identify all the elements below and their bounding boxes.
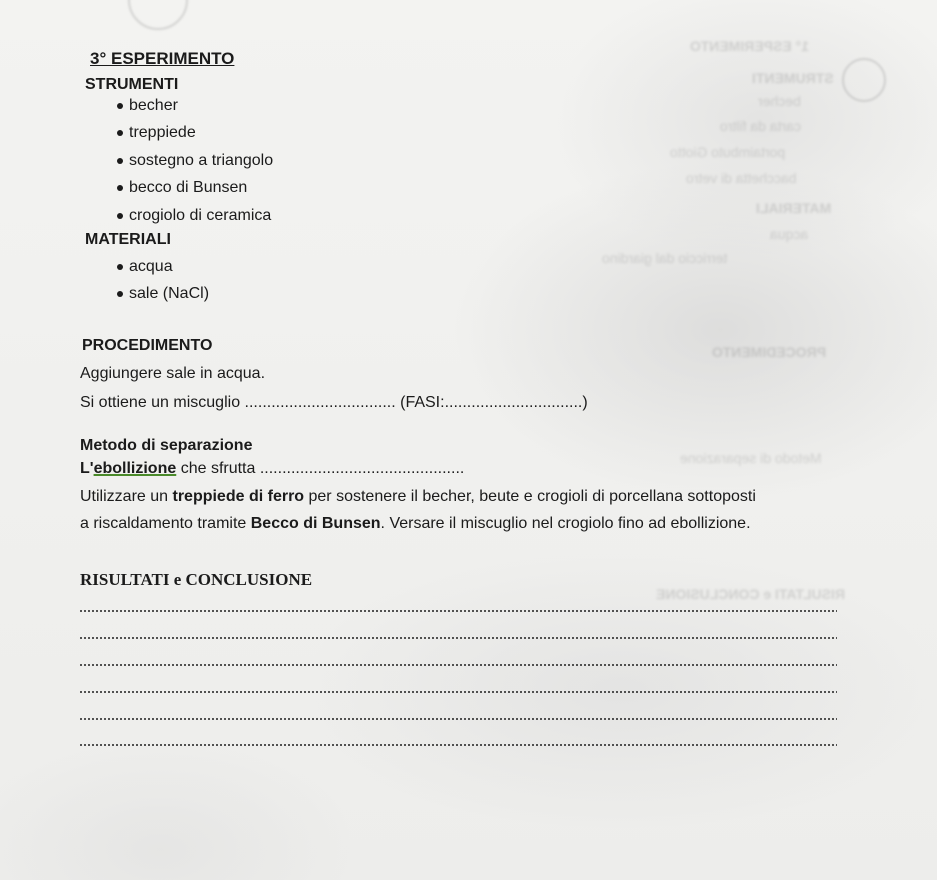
method-paragraph-line-1: Utilizzare un treppiede di ferro per sostenere il becher, beute e crogioli di porcellana sottoposti bbox=[80, 488, 756, 505]
bullet-icon bbox=[117, 213, 123, 219]
answer-line[interactable] bbox=[79, 718, 837, 720]
bullet-icon bbox=[117, 185, 123, 191]
ghost-material-1: acqua bbox=[770, 226, 809, 242]
tool-item: becco di Bunsen bbox=[117, 178, 247, 198]
ghost-circle-top bbox=[128, 0, 188, 30]
experiment-title: 3° ESPERIMENTO bbox=[90, 49, 235, 68]
method-keyword: ebollizione bbox=[93, 460, 177, 477]
ghost-materials-heading: MATERIALI bbox=[756, 200, 832, 216]
tools-heading: STRUMENTI bbox=[85, 76, 179, 93]
results-heading: RISULTATI e CONCLUSIONE bbox=[80, 570, 313, 589]
procedure-line-2: Si ottiene un miscuglio .................................. (FASI:...............................) bbox=[80, 394, 588, 411]
ghost-results-heading: RISULTATI e CONCLUSIONE bbox=[656, 586, 845, 602]
ghost-circle-right bbox=[842, 58, 886, 102]
ghost-tool-2: carta da filtro bbox=[720, 118, 801, 134]
material-item: sale (NaCl) bbox=[117, 284, 209, 304]
bullet-icon bbox=[117, 264, 123, 270]
method-line: L'ebollizione che sfrutta .............................................. bbox=[80, 460, 465, 477]
answer-line[interactable] bbox=[79, 610, 837, 612]
ghost-tools-heading: STRUMENTI bbox=[752, 70, 834, 86]
ghost-tool-4: bacchetta di vetro bbox=[686, 170, 797, 186]
material-item: acqua bbox=[117, 257, 173, 277]
answer-line[interactable] bbox=[79, 637, 837, 639]
tool-item: sostegno a triangolo bbox=[117, 151, 273, 171]
bullet-icon bbox=[117, 103, 123, 109]
method-paragraph-line-2: a riscaldamento tramite Becco di Bunsen. Versare il miscuglio nel crogiolo fino ad ebollizione. bbox=[80, 515, 751, 532]
ghost-material-2: terriccio dal giardino bbox=[602, 250, 728, 266]
method-heading: Metodo di separazione bbox=[80, 437, 253, 454]
answer-line[interactable] bbox=[79, 691, 837, 693]
answer-line[interactable] bbox=[79, 744, 837, 746]
ghost-tool-3: portaimbuto Giotto bbox=[670, 144, 786, 160]
materials-heading: MATERIALI bbox=[85, 231, 171, 248]
ghost-tool-1: becher bbox=[758, 93, 801, 109]
procedure-line-1: Aggiungere sale in acqua. bbox=[80, 365, 266, 382]
bullet-icon bbox=[117, 130, 123, 136]
ghost-method-heading: Metodo di separazione bbox=[680, 450, 822, 466]
bullet-icon bbox=[117, 291, 123, 297]
procedure-heading: PROCEDIMENTO bbox=[82, 337, 213, 354]
tool-item: crogiolo di ceramica bbox=[117, 206, 271, 226]
ghost-title: 1° ESPERIMENTO bbox=[690, 38, 809, 54]
ghost-procedure-heading: PROCEDIMENTO bbox=[712, 344, 827, 360]
tool-item: treppiede bbox=[117, 123, 196, 143]
tool-item: becher bbox=[117, 96, 178, 116]
bullet-icon bbox=[117, 158, 123, 164]
answer-line[interactable] bbox=[79, 664, 837, 666]
